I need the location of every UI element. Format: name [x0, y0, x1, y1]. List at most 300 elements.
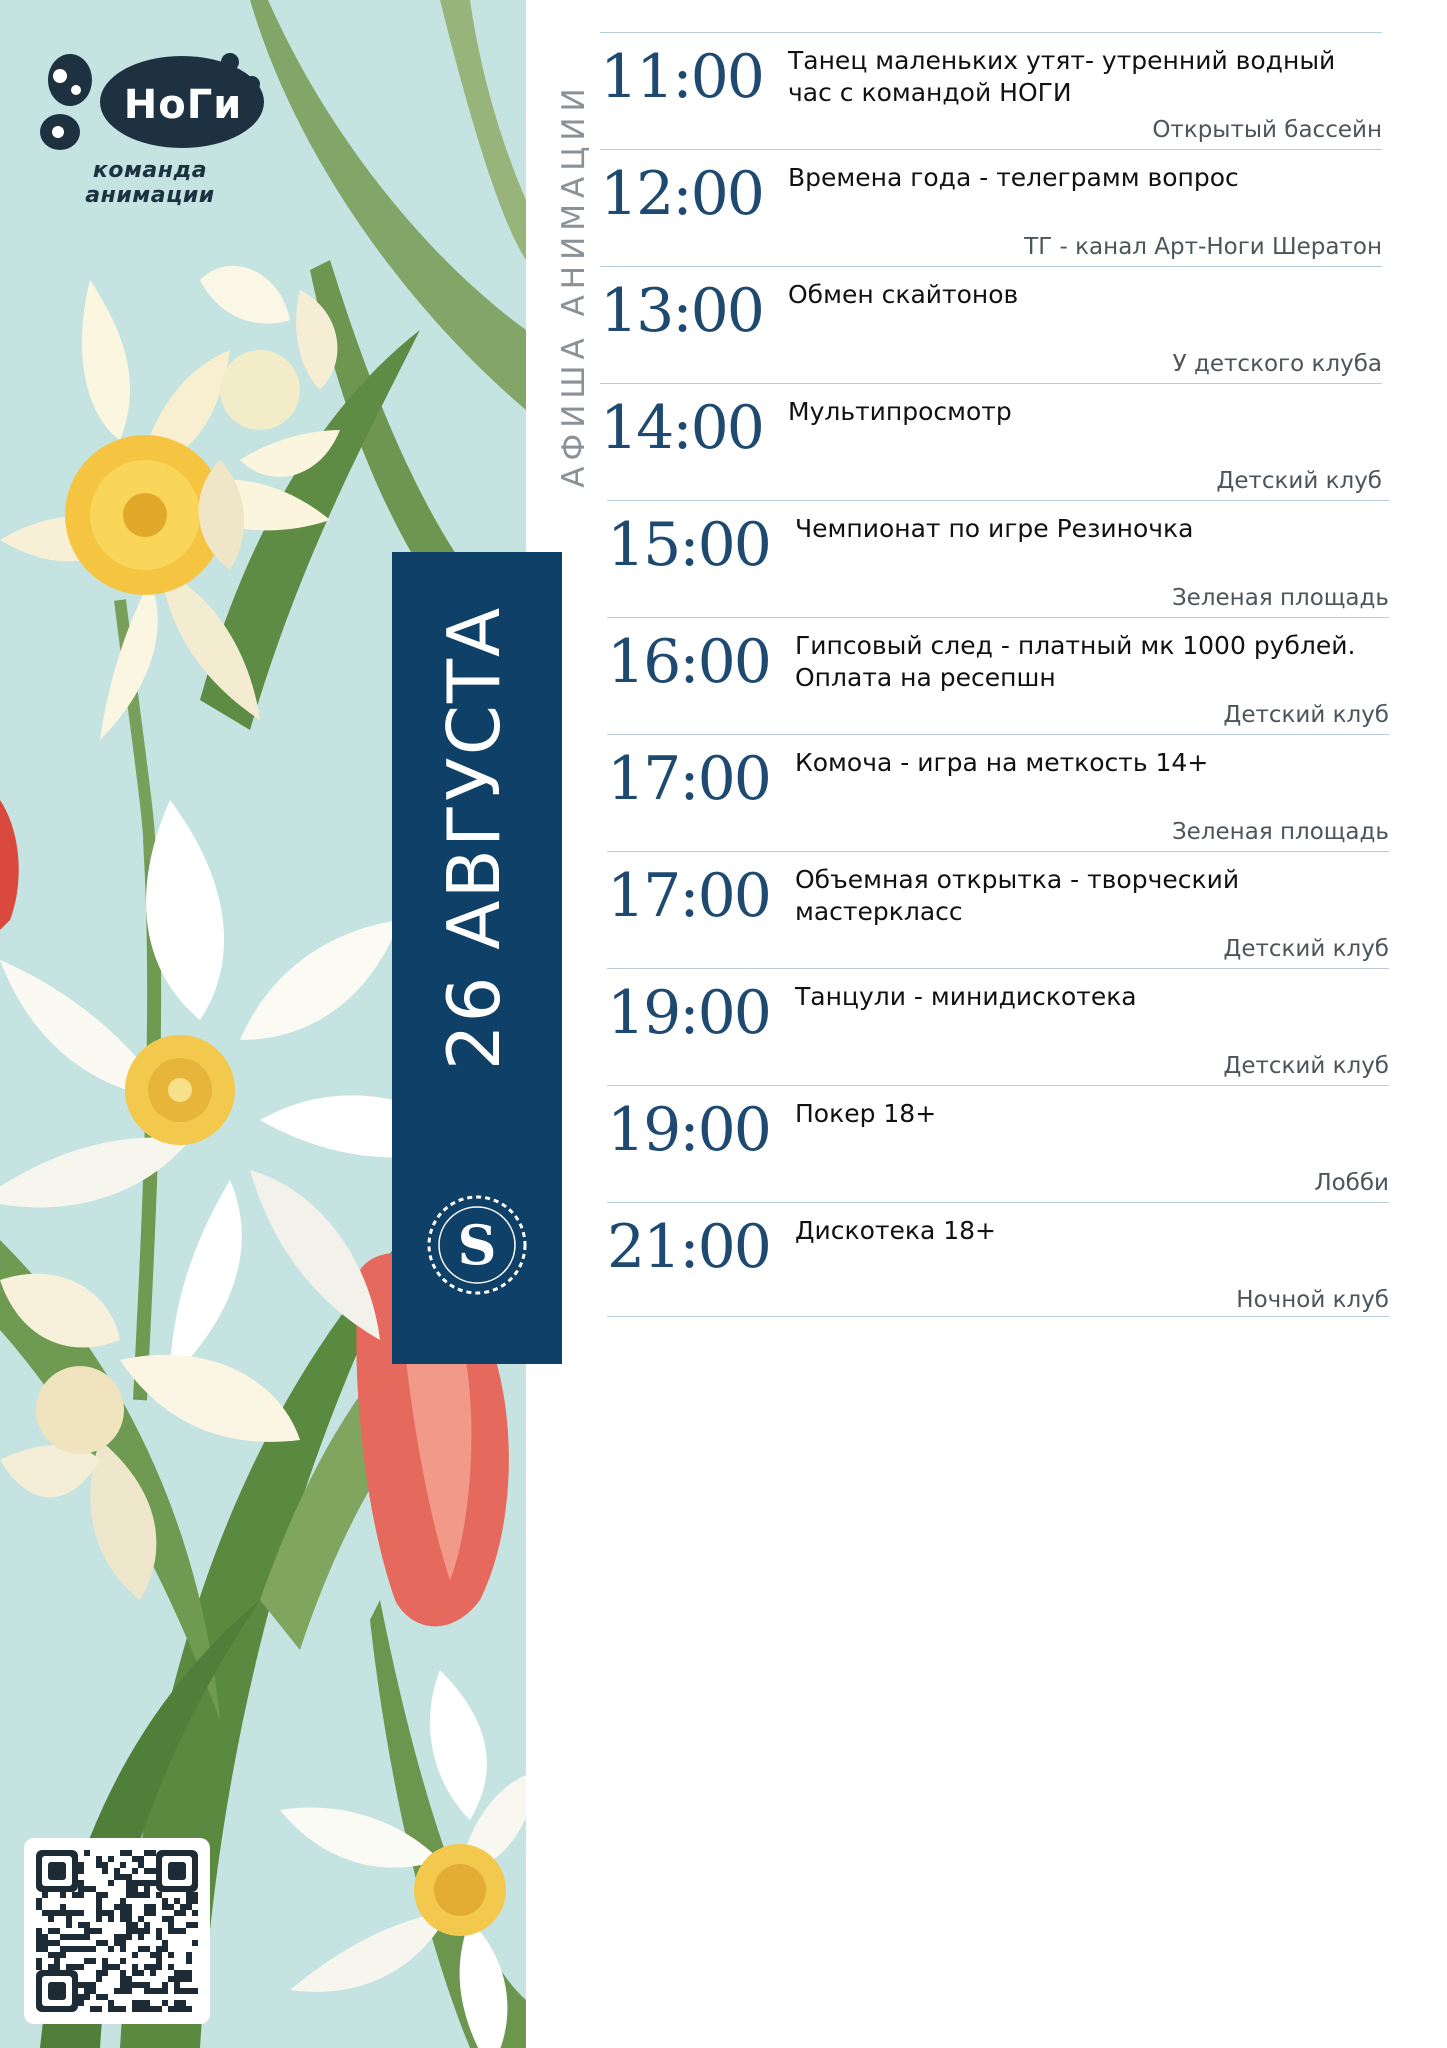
qr-module	[180, 1970, 186, 1976]
qr-module	[102, 1940, 108, 1946]
qr-module	[108, 1856, 114, 1862]
qr-module	[120, 1862, 126, 1868]
event-location: У детского клуба	[1172, 351, 1382, 377]
qr-module	[138, 1934, 144, 1940]
qr-module	[120, 1976, 126, 1982]
qr-module	[186, 1952, 192, 1958]
qr-module	[174, 2006, 180, 2012]
qr-module	[132, 2000, 138, 2006]
qr-module	[48, 1928, 54, 1934]
qr-module	[168, 2006, 174, 2012]
qr-module	[60, 1904, 66, 1910]
qr-module	[96, 1910, 102, 1916]
event-location: Зеленая площадь	[1171, 819, 1389, 845]
qr-module	[114, 1988, 120, 1994]
qr-module	[138, 1982, 144, 1988]
sheraton-s-logo-icon	[420, 1188, 534, 1302]
qr-module	[42, 1940, 48, 1946]
schedule-row	[607, 1202, 1389, 1319]
event-location: Детский клуб	[1216, 468, 1382, 494]
qr-module	[168, 1976, 174, 1982]
qr-module	[48, 1964, 54, 1970]
qr-module	[126, 1928, 132, 1934]
qr-module	[120, 1874, 126, 1880]
schedule-row	[607, 1085, 1389, 1202]
date-band	[392, 552, 562, 1364]
qr-module	[54, 1910, 60, 1916]
qr-module	[126, 1976, 132, 1982]
qr-module	[96, 1856, 102, 1862]
qr-module	[180, 1988, 186, 1994]
qr-module	[144, 1910, 150, 1916]
qr-module	[156, 1964, 162, 1970]
qr-module	[114, 2006, 120, 2012]
qr-module	[78, 1934, 84, 1940]
qr-module	[66, 1946, 72, 1952]
qr-module	[60, 1910, 66, 1916]
qr-module	[36, 1904, 42, 1910]
event-title	[795, 864, 1395, 928]
qr-module	[102, 1868, 108, 1874]
qr-module	[156, 1988, 162, 1994]
qr-module	[108, 2006, 114, 2012]
qr-module	[36, 1946, 42, 1952]
qr-module	[84, 1886, 90, 1892]
qr-module	[138, 1928, 144, 1934]
sheraton-logo-shape	[420, 1188, 534, 1302]
qr-module	[78, 1892, 84, 1898]
qr-module	[156, 1958, 162, 1964]
qr-module	[96, 1994, 102, 2000]
qr-module	[192, 1988, 198, 1994]
qr-module	[108, 1964, 114, 1970]
qr-module	[36, 1964, 42, 1970]
qr-module	[42, 1892, 48, 1898]
qr-module	[120, 1940, 126, 1946]
qr-module	[72, 1892, 78, 1898]
qr-module	[150, 2006, 156, 2012]
qr-module	[138, 1916, 144, 1922]
qr-module	[102, 1964, 108, 1970]
qr-module	[120, 1982, 126, 1988]
qr-module	[144, 1880, 150, 1886]
qr-module	[96, 1928, 102, 1934]
qr-module	[132, 1868, 138, 1874]
qr-module	[144, 1964, 150, 1970]
qr-module	[54, 1952, 60, 1958]
qr-module	[42, 1910, 48, 1916]
qr-module	[78, 1922, 84, 1928]
event-title-line: Объемная открытка - творческий	[795, 865, 1240, 894]
qr-module	[96, 1862, 102, 1868]
qr-module	[84, 1850, 90, 1856]
event-location: Лобби	[1314, 1170, 1389, 1196]
qr-module	[78, 1880, 84, 1886]
qr-module	[126, 1910, 132, 1916]
event-title	[795, 630, 1395, 694]
qr-module	[162, 1982, 168, 1988]
qr-module	[156, 1952, 162, 1958]
qr-module	[150, 1904, 156, 1910]
qr-module	[132, 2006, 138, 2012]
qr-module	[162, 1904, 168, 1910]
event-title-line: мастеркласс	[795, 897, 963, 926]
qr-module	[150, 1970, 156, 1976]
qr-module	[174, 1910, 180, 1916]
qr-module	[114, 1904, 120, 1910]
qr-module	[78, 1868, 84, 1874]
qr-module	[54, 1964, 60, 1970]
qr-module	[126, 1916, 132, 1922]
qr-module	[186, 1904, 192, 1910]
qr-module	[150, 1850, 156, 1856]
qr-module	[132, 1964, 138, 1970]
event-title	[788, 45, 1388, 109]
qr-module	[192, 1922, 198, 1928]
qr-module	[36, 1898, 42, 1904]
qr-module	[168, 1952, 174, 1958]
vertical-subtitle: АФИША АНИМАЦИИ	[556, 82, 592, 488]
qr-module	[120, 2006, 126, 2012]
qr-module	[186, 1922, 192, 1928]
qr-module	[168, 1904, 174, 1910]
qr-module	[36, 1928, 42, 1934]
qr-module	[186, 1976, 192, 1982]
qr-module	[174, 1970, 180, 1976]
qr-module	[126, 1988, 132, 1994]
qr-module	[150, 1964, 156, 1970]
qr-module	[192, 1892, 198, 1898]
qr-module	[36, 1940, 42, 1946]
qr-module	[126, 1934, 132, 1940]
qr-module	[144, 1922, 150, 1928]
event-time: 12:00	[600, 159, 763, 229]
qr-module	[126, 1904, 132, 1910]
qr-module	[186, 1892, 192, 1898]
qr-module	[102, 1892, 108, 1898]
qr-module	[102, 1994, 108, 2000]
qr-module	[90, 2006, 96, 2012]
qr-module	[114, 1874, 120, 1880]
qr-module	[108, 1880, 114, 1886]
qr-module	[72, 1910, 78, 1916]
schedule-bottom-divider	[607, 1316, 1389, 1317]
event-time: 14:00	[600, 393, 763, 463]
qr-module	[48, 1940, 54, 1946]
qr-module	[126, 1850, 132, 1856]
event-title-line: Времена года - телеграмм вопрос	[788, 163, 1239, 192]
event-title	[795, 747, 1395, 779]
event-title	[795, 1098, 1395, 1130]
qr-module	[120, 1916, 126, 1922]
qr-module	[54, 1958, 60, 1964]
qr-module	[180, 2000, 186, 2006]
event-title	[795, 981, 1395, 1013]
qr-module	[144, 1892, 150, 1898]
qr-module	[180, 1976, 186, 1982]
qr-module	[48, 1952, 54, 1958]
qr-module	[90, 1958, 96, 1964]
qr-module	[120, 1988, 126, 1994]
schedule-row	[607, 734, 1389, 851]
event-title-line: Обмен скайтонов	[788, 280, 1019, 309]
qr-module	[162, 2000, 168, 2006]
qr-module	[54, 1940, 60, 1946]
qr-module	[120, 1970, 126, 1976]
qr-module	[60, 1952, 66, 1958]
qr-module	[162, 1898, 168, 1904]
qr-module	[114, 1934, 120, 1940]
qr-module	[84, 1958, 90, 1964]
qr-module	[84, 1934, 90, 1940]
qr-module	[108, 1910, 114, 1916]
event-time: 19:00	[607, 978, 770, 1048]
qr-module	[126, 1982, 132, 1988]
qr-module	[150, 1988, 156, 1994]
qr-module	[192, 1910, 198, 1916]
qr-module	[96, 1898, 102, 1904]
qr-module	[96, 1970, 102, 1976]
qr-module	[90, 1946, 96, 1952]
qr-module	[192, 1898, 198, 1904]
event-time: 13:00	[600, 276, 763, 346]
event-title-line: Комоча - игра на меткость 14+	[795, 748, 1209, 777]
qr-module	[36, 1958, 42, 1964]
qr-module	[120, 1898, 126, 1904]
qr-module	[180, 1904, 186, 1910]
qr-module	[102, 1970, 108, 1976]
qr-module	[126, 1922, 132, 1928]
qr-module	[132, 1970, 138, 1976]
qr-module	[60, 1946, 66, 1952]
qr-module	[144, 1928, 150, 1934]
qr-module	[150, 1952, 156, 1958]
qr-module	[120, 1946, 126, 1952]
qr-module	[120, 1904, 126, 1910]
qr-module	[42, 1946, 48, 1952]
qr-module	[180, 2006, 186, 2012]
qr-module	[174, 2000, 180, 2006]
qr-module	[150, 1910, 156, 1916]
qr-module	[156, 1892, 162, 1898]
qr-module	[186, 2006, 192, 2012]
qr-module	[84, 1922, 90, 1928]
qr-module	[162, 1916, 168, 1922]
event-location: Детский клуб	[1223, 702, 1389, 728]
qr-module	[150, 1868, 156, 1874]
qr-module	[186, 1970, 192, 1976]
qr-module	[186, 1898, 192, 1904]
qr-module	[186, 1958, 192, 1964]
qr-module	[138, 1946, 144, 1952]
event-time: 11:00	[600, 42, 763, 112]
qr-module	[132, 1952, 138, 1958]
qr-module	[96, 1892, 102, 1898]
qr-module	[144, 2006, 150, 2012]
qr-module	[156, 2006, 162, 2012]
qr-module	[120, 1934, 126, 1940]
qr-module	[156, 1934, 162, 1940]
qr-module	[66, 1916, 72, 1922]
qr-module	[144, 1988, 150, 1994]
qr-finder-pattern	[48, 1862, 66, 1880]
schedule-row	[600, 32, 1382, 149]
event-title-line: Мультипросмотр	[788, 397, 1012, 426]
qr-module	[108, 2000, 114, 2006]
qr-module	[126, 1886, 132, 1892]
qr-module	[60, 1892, 66, 1898]
qr-module	[84, 1988, 90, 1994]
qr-module	[144, 1946, 150, 1952]
schedule-row	[600, 266, 1382, 383]
qr-module	[78, 1964, 84, 1970]
qr-module	[90, 1982, 96, 1988]
qr-module	[84, 1928, 90, 1934]
qr-module	[132, 1922, 138, 1928]
schedule-row	[607, 617, 1389, 734]
qr-module	[84, 1994, 90, 2000]
event-time: 17:00	[607, 744, 770, 814]
qr-module	[168, 1916, 174, 1922]
qr-module	[174, 1982, 180, 1988]
event-title-line: Покер 18+	[795, 1099, 937, 1128]
qr-module	[78, 1910, 84, 1916]
qr-module	[78, 1862, 84, 1868]
qr-module	[90, 1928, 96, 1934]
schedule-row	[607, 968, 1389, 1085]
qr-module	[192, 1940, 198, 1946]
qr-module	[96, 1904, 102, 1910]
qr-module	[168, 1928, 174, 1934]
qr-module	[138, 1892, 144, 1898]
qr-module	[90, 1886, 96, 1892]
qr-module	[162, 1988, 168, 1994]
qr-module	[66, 1964, 72, 1970]
qr-module	[66, 1910, 72, 1916]
qr-module	[96, 1976, 102, 1982]
qr-module	[96, 2006, 102, 2012]
schedule-row	[600, 383, 1382, 500]
qr-module	[114, 1964, 120, 1970]
qr-module	[168, 1964, 174, 1970]
logo-wordmark: НоГи	[123, 82, 243, 128]
event-location: Зеленая площадь	[1171, 585, 1389, 611]
event-title-line: Чемпионат по игре Резиночка	[795, 514, 1194, 543]
event-location: ТГ - канал Арт-Ноги Шератон	[1024, 234, 1382, 260]
event-title-line: Танец маленьких утят- утренний водный	[788, 46, 1336, 75]
event-title-line: Гипсовый след - платный мк 1000 рублей.	[795, 631, 1356, 660]
qr-module	[144, 1982, 150, 1988]
qr-module	[132, 1880, 138, 1886]
event-location: Детский клуб	[1223, 1053, 1389, 1079]
nogi-footprint-logo-icon	[30, 40, 270, 208]
qr-module	[120, 1958, 126, 1964]
qr-module	[174, 1988, 180, 1994]
qr-module	[66, 1922, 72, 1928]
qr-finder-pattern	[48, 1982, 66, 2000]
qr-module	[174, 1928, 180, 1934]
qr-code-icon[interactable]	[24, 1838, 210, 2024]
qr-module	[72, 1964, 78, 1970]
event-title	[795, 513, 1395, 545]
event-time: 19:00	[607, 1095, 770, 1165]
event-title	[788, 162, 1388, 194]
qr-module	[48, 1910, 54, 1916]
qr-module	[42, 1934, 48, 1940]
svg-text:S: S	[457, 1213, 497, 1277]
qr-module	[78, 1946, 84, 1952]
event-time: 16:00	[607, 627, 770, 697]
qr-module	[162, 1940, 168, 1946]
qr-module	[144, 1904, 150, 1910]
event-time: 21:00	[607, 1212, 770, 1282]
qr-module	[120, 1910, 126, 1916]
schedule-row	[607, 500, 1389, 617]
qr-module	[96, 1916, 102, 1922]
qr-module	[180, 1928, 186, 1934]
qr-module	[138, 1970, 144, 1976]
event-time: 17:00	[607, 861, 770, 931]
qr-module	[144, 1850, 150, 1856]
qr-module	[102, 1958, 108, 1964]
qr-module	[48, 1916, 54, 1922]
schedule-row	[607, 851, 1389, 968]
logo-caption: команда анимации	[85, 158, 215, 208]
qr-module	[180, 1910, 186, 1916]
qr-module	[36, 1934, 42, 1940]
qr-module	[132, 1928, 138, 1934]
event-location: Детский клуб	[1223, 936, 1389, 962]
qr-module	[60, 1934, 66, 1940]
qr-module	[90, 1988, 96, 1994]
qr-module	[108, 1946, 114, 1952]
event-location: Открытый бассейн	[1152, 117, 1382, 143]
event-title-line: Оплата на ресепшн	[795, 663, 1056, 692]
qr-module	[132, 1886, 138, 1892]
qr-module	[78, 1982, 84, 1988]
event-time: 15:00	[607, 510, 770, 580]
qr-module	[138, 1880, 144, 1886]
qr-module	[78, 1994, 84, 2000]
schedule-row	[600, 149, 1382, 266]
qr-finder-pattern	[168, 1862, 186, 1880]
event-location: Ночной клуб	[1236, 1287, 1389, 1313]
qr-module	[150, 1880, 156, 1886]
event-title	[788, 396, 1388, 428]
event-title	[795, 1215, 1395, 1247]
qr-module	[72, 1946, 78, 1952]
qr-module	[132, 1982, 138, 1988]
qr-module	[138, 2000, 144, 2006]
qr-module	[186, 1988, 192, 1994]
event-title-line: час с командой НОГИ	[788, 78, 1072, 107]
qr-module	[78, 2000, 84, 2006]
qr-module	[156, 1928, 162, 1934]
qr-module	[114, 1940, 120, 1946]
qr-code-pattern	[24, 1838, 210, 2024]
qr-module	[126, 1880, 132, 1886]
qr-module	[126, 1892, 132, 1898]
qr-module	[138, 1856, 144, 1862]
qr-module	[108, 1916, 114, 1922]
qr-module	[54, 1928, 60, 1934]
qr-module	[156, 1946, 162, 1952]
qr-module	[174, 1976, 180, 1982]
qr-module	[144, 1886, 150, 1892]
event-title	[788, 279, 1388, 311]
qr-module	[132, 1856, 138, 1862]
qr-module	[138, 1862, 144, 1868]
